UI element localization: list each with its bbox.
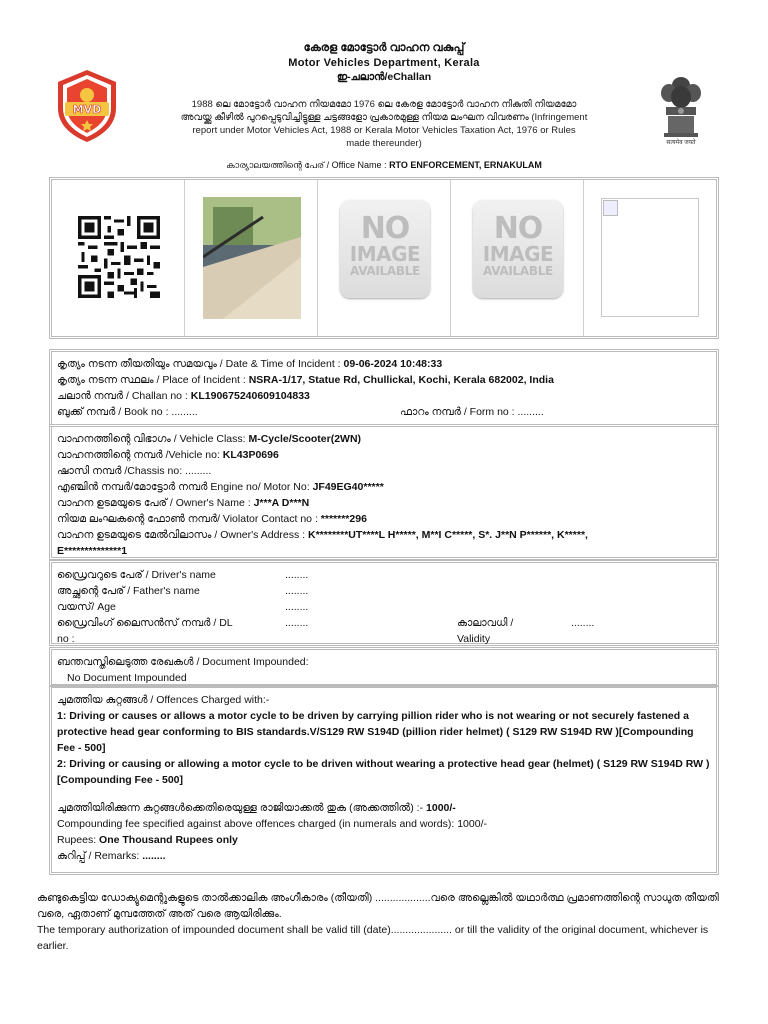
rupees-row — [57, 832, 711, 848]
owner-address-value: K********UT****L H*****, M**I C*****, S*. J**N P******, K*****, — [308, 529, 588, 541]
father-name-label: അച്ഛന്റെ പേര് / Father's name — [57, 585, 200, 597]
vehicle-class-value: M-Cycle/Scooter(2WN) — [248, 433, 362, 445]
dl-label-cont: no : — [57, 633, 75, 645]
echallan-subtitle: ഇ-ചലാൻ/eChallan — [336, 71, 432, 83]
document-header — [0, 0, 768, 178]
offence-item-1: 1: Driving or causes or allows a motor cycle to be driven by carrying pillion rider who is not wearing or not securely fastened a protective head gear conforming to BIS standards.V/S129 RW S194D (pillion rider helmet) ( S129 RW S194D RW )[Compounding Fee - 500] — [57, 710, 694, 754]
compounding-fee-text: Compounding fee specified against above offences charged (in numerals and words): 1000/- — [57, 818, 487, 830]
challan-number-row — [57, 388, 711, 404]
no-image-placeholder: NO IMAGE AVAILABLE — [340, 200, 430, 298]
validity-label: കാലാവധി / — [457, 617, 514, 629]
national-emblem-icon — [656, 68, 706, 148]
no-image-cell-2 — [451, 180, 584, 336]
remarks-row — [57, 848, 711, 864]
form-number: ഫാറം നമ്പർ / Form no : ......... — [400, 406, 544, 418]
compounding-total-row — [57, 800, 711, 816]
validity-value: ........ — [571, 617, 595, 629]
office-name-label: കാര്യാലയത്തിന്റെ പേര് / Office Name : — [226, 160, 387, 170]
validity-note-ml: കണ്ടുകെട്ടിയ ഡോക്യുമെന്റുകളുടെ താൽക്കാലിക അംഗീകാരം (തീയതി) ...................വരെ അല്ലെങ്കിൽ യഥാർത്ഥ പ്രമാണത്തിന്റെ സാധുത തീയതി വരെ, ഏതാണ് മുമ്പത്തേത് അത് വരെ ആയിരിക്കും. — [37, 892, 719, 920]
driver-name-label: ഡ്രൈവറുടെ പേര് / Driver's name — [57, 569, 216, 581]
rupees-value: One Thousand Rupees only — [99, 834, 238, 846]
incident-photo-cell — [185, 180, 318, 336]
incident-place-value: NSRA-1/17, Statue Rd, Chullickal, Kochi, Kerala 682002, India — [248, 374, 554, 386]
violator-contact-row — [57, 511, 711, 527]
incident-date-label: കൃത്യം നടന്ന തീയതിയും സമയവും / Date & Time of Incident : — [57, 358, 341, 370]
rupees-label: Rupees: — [57, 834, 97, 846]
qr-code-cell — [52, 180, 185, 336]
qr-code-icon — [78, 208, 160, 306]
validity-note-en: The temporary authorization of impounded document shall be valid till (date)..................... or till the validity of the original document, whichever is earlier. — [37, 924, 709, 952]
offence-item-2: 2: Driving or causing or allowing a motor cycle to be driven without wearing a protective head gear (helmet) ( S129 RW S194D RW )[Compounding Fee - 500] — [57, 758, 710, 786]
father-name-row — [57, 583, 711, 599]
office-name-value: RTO ENFORCEMENT, ERNAKULAM — [389, 160, 542, 170]
father-name-value: ........ — [285, 585, 309, 597]
offences-section — [51, 687, 717, 873]
incident-section — [51, 351, 717, 425]
broken-image-icon — [601, 198, 699, 317]
evidence-images — [51, 179, 717, 337]
incident-photo — [203, 197, 301, 319]
vehicle-class-label: വാഹനത്തിന്റെ വിഭാഗം / Vehicle Class: — [57, 433, 246, 445]
vehicle-section — [51, 426, 717, 558]
department-title-ml: കേരള മോട്ടോർ വാഹന വകുപ്പ് — [303, 42, 465, 54]
driver-name-row — [57, 567, 711, 583]
incident-date-value: 09-06-2024 10:48:33 — [343, 358, 443, 370]
validity-label-cont: Validity — [457, 633, 491, 645]
owner-address-row — [57, 527, 711, 559]
dl-label: ഡ്രൈവിംഗ് ലൈസൻസ് നമ്പർ / DL — [57, 617, 233, 629]
compounding-total-label: ചുമത്തിയിരിക്കുന്ന കുറ്റങ്ങൾക്കെതിരെയുള്ള രാജിയാക്കൽ തുക (അക്കത്തിൽ) :- — [57, 802, 424, 814]
owner-address-value-cont: E**************1 — [57, 545, 128, 557]
violator-contact-label: നിയമ ലംഘകന്റെ ഫോൺ നമ്പർ/ Violator Contact no : — [57, 513, 318, 525]
office-name — [0, 160, 768, 171]
violator-contact-value: *******296 — [320, 513, 367, 525]
challan-number-value: KL190675240609104833 — [190, 390, 310, 402]
mvd-logo-text: MVD — [72, 103, 102, 116]
dl-value: ........ — [285, 617, 309, 629]
incident-date-row — [57, 356, 711, 372]
incident-place-row — [57, 372, 711, 388]
department-title-en: Motor Vehicles Department, Kerala — [288, 57, 480, 69]
book-number: ബുക്ക് നമ്പർ / Book no : ......... — [57, 406, 198, 418]
age-label: വയസ്/ Age — [57, 601, 116, 613]
remarks-value: ........ — [142, 850, 166, 862]
engine-number-row — [57, 479, 711, 495]
infringement-description: 1988 ലെ മോട്ടോർ വാഹന നിയമമോ 1976 ലെ കേരള മോട്ടോർ വാഹന നികുതി നിയമമോ അവയ്ക്കു കീഴിൽ പുറപ്പെടുവിച്ചിട്ടുള്ള ചട്ടങ്ങളോ പ്രകാരമുള്ള നിയമ ലംഘന വിവരണം (Infringement report under Motor Vehicles Act, 1988 or Kerala Motor Vehicles Taxation Act, 1976 or Rules made thereunder) — [180, 99, 588, 149]
owner-name-value: J***A D***N — [253, 497, 310, 509]
owner-name-row — [57, 495, 711, 511]
engine-number-value: JF49EG40***** — [312, 481, 384, 493]
driver-section — [51, 562, 717, 644]
owner-address-label: വാഹന ഉടമയുടെ മേൽവിലാസം / Owner's Address : — [57, 529, 306, 541]
age-value: ........ — [285, 601, 309, 613]
vehicle-number-value: KL43P0696 — [222, 449, 279, 461]
owner-name-label: വാഹന ഉടമയുടെ പേര് / Owner's Name : — [57, 497, 251, 509]
document-impounded-value: No Document Impounded — [67, 672, 187, 684]
validity-note — [37, 890, 727, 954]
dl-row-cont — [57, 631, 711, 647]
book-form-row — [57, 404, 711, 420]
vehicle-number-row — [57, 447, 711, 463]
vehicle-number-label: വാഹനത്തിന്റെ നമ്പർ /Vehicle no: — [57, 449, 220, 461]
broken-image-cell — [584, 180, 716, 336]
challan-number-label: ചലാൻ നമ്പർ / Challan no : — [57, 390, 188, 402]
offences-label: ചുമത്തിയ കുറ്റങ്ങൾ / Offences Charged with:- — [57, 694, 270, 706]
no-image-placeholder: NO IMAGE AVAILABLE — [473, 200, 563, 298]
emblem-caption: सत्यमेव जयते — [666, 140, 696, 146]
dl-row — [57, 615, 711, 631]
chassis-number-row: ഷാസി നമ്പർ /Chassis no: ......... — [57, 465, 212, 477]
document-impounded-section — [51, 649, 717, 685]
remarks-label: കുറിപ്പ് / Remarks: — [57, 850, 140, 862]
compounding-total-value: 1000/- — [426, 802, 456, 814]
document-impounded-label: ബന്തവസ്തിലെടുത്ത രേഖകൾ / Document Impounded: — [57, 656, 309, 668]
vehicle-class-row — [57, 431, 711, 447]
engine-number-label: എഞ്ചിൻ നമ്പർ/മോട്ടോർ നമ്പർ Engine no/ Motor No: — [57, 481, 310, 493]
driver-name-value: ........ — [285, 569, 309, 581]
no-image-cell-1 — [318, 180, 451, 336]
incident-place-label: കൃത്യം നടന്ന സ്ഥലം / Place of Incident : — [57, 374, 246, 386]
age-row — [57, 599, 711, 615]
